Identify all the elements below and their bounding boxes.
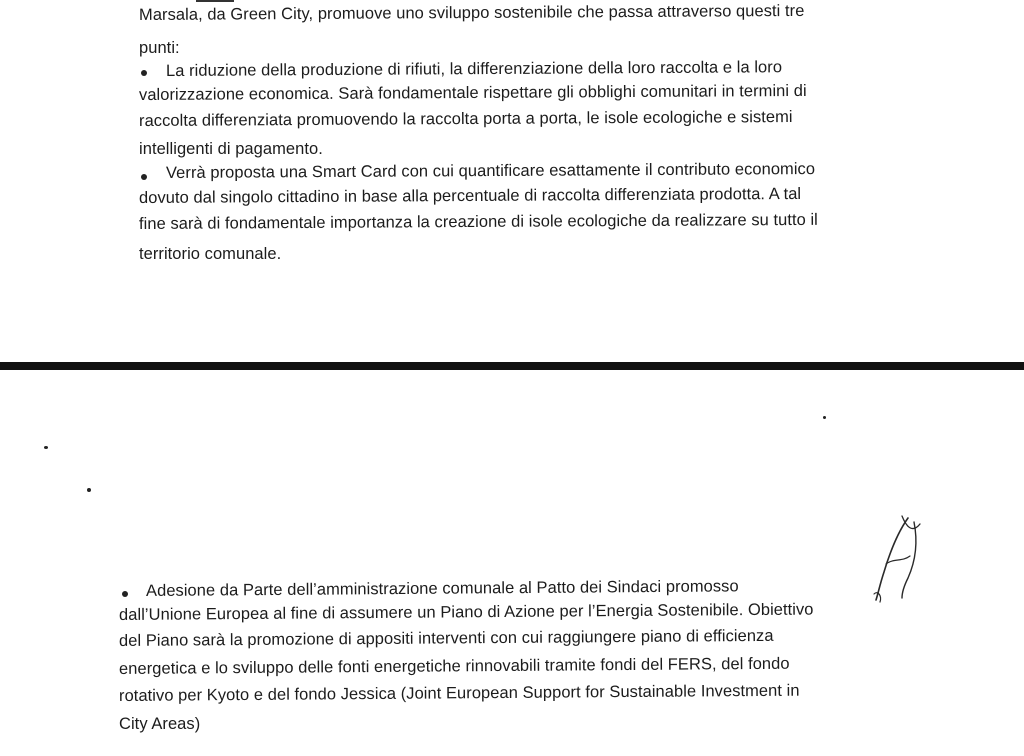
intro-line: punti: — [139, 39, 180, 57]
bullet-icon — [141, 70, 147, 76]
bullet-text-line: territorio comunale. — [139, 245, 282, 263]
bullet-text-line: del Piano sarà la promozione di appositi interventi con cui raggiungere piano di efficienza — [118, 626, 774, 650]
bullet-text-line: Adesione da Parte dell’amministrazione comunale al Patto dei Sindaci promosso — [145, 577, 739, 600]
intro-line: Marsala, da Green City, promuove uno sviluppo sostenibile che passa attraverso questi tre — [138, 1, 805, 24]
handwritten-signature — [868, 512, 928, 608]
scan-speck — [823, 416, 826, 419]
bullet-text-line: rotativo per Kyoto e del fondo Jessica (Joint European Support for Sustainable Investment in — [118, 681, 800, 705]
bullet-text-line: raccolta differenziata promuovendo la raccolta porta a porta, le isole ecologiche e sistemi — [138, 108, 793, 130]
bullet-text-line: La riduzione della produzione di rifiuti, la differenziazione della loro raccolta e la loro — [165, 58, 783, 80]
bullet-text-line: valorizzazione economica. Sarà fondamentale rispettare gli obblighi comunitari in termini di — [138, 81, 807, 104]
page-divider — [0, 362, 1024, 370]
document-page-upper — [0, 0, 1024, 362]
bullet-text-line: fine sarà di fondamentale importanza la creazione di isole ecologiche da realizzare su tutto il — [138, 210, 818, 233]
bullet-text-line: City Areas) — [119, 715, 201, 733]
scan-speck — [44, 446, 48, 449]
bullet-icon — [122, 591, 128, 597]
bullet-text-line: dovuto dal singolo cittadino in base alla percentuale di raccolta differenziata prodotta. A tal — [138, 184, 802, 207]
bullet-text-line: intelligenti di pagamento. — [139, 140, 323, 158]
bullet-text-line: Verrà proposta una Smart Card con cui quantificare esattamente il contributo economico — [165, 160, 816, 182]
bullet-text-line: dall’Unione Europea al fine di assumere un Piano di Azione per l’Energia Sostenibile. Obiettivo — [118, 600, 814, 624]
bullet-text-line: energetica e lo sviluppo delle fonti energetiche rinnovabili tramite fondi del FERS, del fondo — [118, 654, 790, 678]
underline-fragment — [196, 0, 234, 2]
scan-speck — [87, 488, 91, 492]
bullet-icon — [141, 174, 147, 180]
